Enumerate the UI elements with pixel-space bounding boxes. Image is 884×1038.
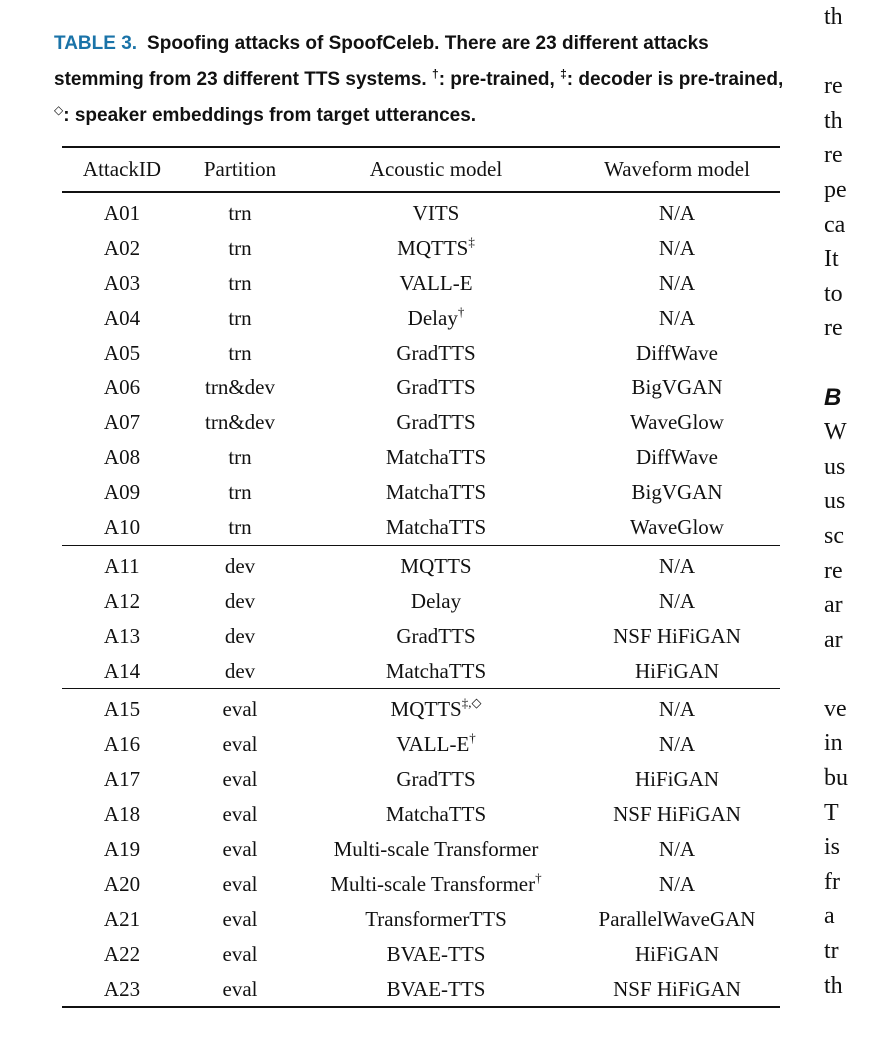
- acoustic-model-cell-text: GradTTS: [396, 375, 476, 400]
- attack-id-cell: [62, 832, 182, 867]
- waveform-model-cell: [574, 727, 780, 762]
- acoustic-model-cell-text: MQTTS: [390, 697, 462, 722]
- partition-cell: [182, 867, 298, 902]
- acoustic-model-cell-text: GradTTS: [396, 410, 476, 435]
- attack-id-cell-text: A10: [103, 514, 141, 539]
- waveform-model-cell: [574, 762, 780, 797]
- partition-cell-text: eval: [222, 732, 258, 757]
- adjacent-text-fragment: tr: [824, 938, 839, 965]
- table-row: [62, 762, 780, 797]
- attack-id-cell: [62, 797, 182, 832]
- acoustic-model-cell: [298, 266, 574, 301]
- acoustic-model-cell: [298, 231, 574, 266]
- partition-cell-text: trn: [228, 340, 252, 365]
- adjacent-text-fragment: B: [824, 383, 842, 411]
- table-row: [62, 867, 780, 902]
- adjacent-text-fragment: It: [824, 246, 839, 273]
- partition-cell: [182, 370, 298, 405]
- partition-cell: [182, 336, 298, 371]
- header-waveform-model: Waveform model: [604, 157, 750, 181]
- adjacent-text-fragment: th: [824, 972, 843, 999]
- partition-cell-text: eval: [222, 697, 258, 722]
- waveform-model-cell: [574, 584, 780, 619]
- waveform-model-cell-text: N/A: [658, 235, 696, 260]
- adjacent-column-text: [824, 0, 884, 1003]
- attack-id-cell: [62, 440, 182, 475]
- acoustic-model-cell-text: BVAE-TTS: [386, 941, 486, 966]
- attack-id-cell: [62, 510, 182, 545]
- attack-id-cell: [62, 192, 182, 231]
- table-row: [62, 370, 780, 405]
- adjacent-text-fragment: fr: [824, 868, 840, 895]
- acoustic-model-cell-text: Delay: [407, 305, 458, 330]
- acoustic-model-cell: [298, 762, 574, 797]
- adjacent-text-fragment: [824, 657, 884, 692]
- waveform-model-cell-text: BigVGAN: [631, 480, 723, 505]
- waveform-model-cell-text: WaveGlow: [630, 514, 724, 539]
- partition-cell: [182, 654, 298, 689]
- footnote-mark: †: [469, 730, 476, 746]
- partition-cell-text: eval: [222, 802, 258, 827]
- acoustic-model-cell: [298, 832, 574, 867]
- acoustic-model-cell: [298, 405, 574, 440]
- acoustic-model-cell-text: VALL-E: [399, 270, 473, 295]
- waveform-model-cell: [574, 266, 780, 301]
- waveform-model-cell-text: N/A: [658, 305, 696, 330]
- waveform-model-cell: [574, 832, 780, 867]
- table-row: [62, 301, 780, 336]
- attack-id-cell-text: A23: [103, 976, 141, 1001]
- waveform-model-cell: [574, 510, 780, 545]
- attack-id-cell-text: A05: [103, 340, 141, 365]
- attack-id-cell: [62, 619, 182, 654]
- attack-id-cell: [62, 475, 182, 510]
- partition-cell-text: eval: [222, 836, 258, 861]
- attacks-table: [62, 146, 780, 1008]
- partition-cell-text: trn: [228, 305, 252, 330]
- attack-id-cell: [62, 972, 182, 1008]
- waveform-model-cell-text: BigVGAN: [631, 375, 723, 400]
- partition-cell-text: trn&dev: [205, 410, 275, 435]
- waveform-model-cell: [574, 654, 780, 689]
- partition-cell-text: eval: [222, 976, 258, 1001]
- attack-id-cell: [62, 336, 182, 371]
- attack-id-cell: [62, 762, 182, 797]
- acoustic-model-cell: [298, 336, 574, 371]
- attack-id-cell-text: A20: [103, 871, 141, 896]
- acoustic-model-cell: [298, 510, 574, 545]
- table-caption: [54, 26, 794, 134]
- adjacent-text-fragment: a: [824, 903, 835, 930]
- table-row: [62, 902, 780, 937]
- partition-cell: [182, 192, 298, 231]
- table-row: [62, 654, 780, 689]
- table-row: [62, 972, 780, 1008]
- footnote-mark: †: [535, 869, 542, 885]
- adjacent-text-fragment: us: [824, 453, 846, 480]
- partition-cell: [182, 405, 298, 440]
- partition-cell: [182, 762, 298, 797]
- table-row: [62, 440, 780, 475]
- waveform-model-cell: [574, 619, 780, 654]
- partition-cell: [182, 619, 298, 654]
- waveform-model-cell-text: NSF HiFiGAN: [613, 802, 741, 827]
- attack-id-cell-text: A01: [103, 200, 141, 225]
- table-row: [62, 689, 780, 727]
- acoustic-model-cell-text: MatchaTTS: [385, 445, 487, 470]
- partition-cell-text: eval: [222, 906, 258, 931]
- acoustic-model-cell: [298, 545, 574, 583]
- acoustic-model-cell-text: MQTTS: [400, 553, 472, 578]
- waveform-model-cell-text: N/A: [658, 200, 696, 225]
- attack-id-cell: [62, 867, 182, 902]
- double-dagger-symbol: ‡: [560, 67, 567, 81]
- partition-cell: [182, 797, 298, 832]
- waveform-model-cell-text: HiFiGAN: [634, 658, 719, 683]
- partition-cell-text: dev: [224, 553, 256, 578]
- acoustic-model-cell-text: MatchaTTS: [385, 514, 487, 539]
- acoustic-model-cell: [298, 440, 574, 475]
- acoustic-model-cell: [298, 689, 574, 727]
- adjacent-text-fragment: T: [824, 799, 839, 826]
- partition-cell: [182, 584, 298, 619]
- adjacent-text-fragment: [824, 35, 884, 70]
- partition-cell: [182, 475, 298, 510]
- acoustic-model-cell-text: Multi-scale Transformer: [330, 871, 536, 896]
- attack-id-cell-text: A11: [104, 553, 140, 578]
- partition-cell: [182, 832, 298, 867]
- partition-cell: [182, 972, 298, 1008]
- waveform-model-cell-text: HiFiGAN: [634, 767, 719, 792]
- header-acoustic-model: Acoustic model: [369, 157, 503, 181]
- adjacent-text-fragment: re: [824, 73, 843, 100]
- adjacent-text-fragment: pe: [824, 176, 847, 203]
- acoustic-model-cell-text: Delay: [410, 588, 462, 613]
- table-row: [62, 475, 780, 510]
- partition-cell-text: trn: [228, 480, 252, 505]
- waveform-model-cell: [574, 475, 780, 510]
- attack-id-cell: [62, 937, 182, 972]
- partition-cell: [182, 266, 298, 301]
- partition-cell-text: trn: [228, 445, 252, 470]
- acoustic-model-cell-text: MatchaTTS: [385, 802, 487, 827]
- attack-id-cell-text: A07: [103, 410, 141, 435]
- dagger-symbol: †: [432, 67, 439, 81]
- table-header-row: [62, 147, 780, 192]
- acoustic-model-cell-text: MatchaTTS: [385, 480, 487, 505]
- partition-cell: [182, 727, 298, 762]
- adjacent-text-fragment: re: [824, 142, 843, 169]
- partition-cell-text: dev: [224, 623, 256, 648]
- attacks-table-container: [62, 146, 780, 1008]
- partition-cell: [182, 440, 298, 475]
- table-row: [62, 797, 780, 832]
- attack-id-cell-text: A16: [103, 732, 141, 757]
- waveform-model-cell-text: N/A: [658, 588, 696, 613]
- table-row: [62, 231, 780, 266]
- waveform-model-cell-text: N/A: [658, 270, 696, 295]
- attack-id-cell-text: A22: [103, 941, 141, 966]
- attack-id-cell: [62, 654, 182, 689]
- acoustic-model-cell: [298, 727, 574, 762]
- caption-text-1: Spoofing attacks of SpoofCeleb. There are 23 different attacks stemming from 23 different TTS systems.: [54, 33, 709, 90]
- acoustic-model-cell: [298, 584, 574, 619]
- waveform-model-cell: [574, 370, 780, 405]
- partition-cell-text: dev: [224, 588, 256, 613]
- header-attack-id: AttackID: [82, 157, 162, 181]
- acoustic-model-cell: [298, 301, 574, 336]
- table-row: [62, 336, 780, 371]
- waveform-model-cell: [574, 902, 780, 937]
- partition-cell-text: trn: [228, 514, 252, 539]
- waveform-model-cell: [574, 336, 780, 371]
- attack-id-cell: [62, 902, 182, 937]
- adjacent-text-fragment: W: [824, 419, 847, 446]
- adjacent-text-fragment: sc: [824, 522, 844, 549]
- attack-id-cell: [62, 405, 182, 440]
- acoustic-model-cell: [298, 867, 574, 902]
- attack-id-cell-text: A19: [103, 836, 141, 861]
- partition-cell-text: trn: [228, 200, 252, 225]
- adjacent-text-fragment: ar: [824, 626, 843, 653]
- table-row: [62, 584, 780, 619]
- acoustic-model-cell: [298, 654, 574, 689]
- waveform-model-cell-text: ParallelWaveGAN: [598, 906, 756, 931]
- waveform-model-cell: [574, 689, 780, 727]
- attack-id-cell: [62, 584, 182, 619]
- acoustic-model-cell-text: MatchaTTS: [385, 658, 487, 683]
- footnote-mark: ‡,◇: [461, 695, 482, 711]
- acoustic-model-cell-text: VALL-E: [396, 732, 470, 757]
- acoustic-model-cell: [298, 619, 574, 654]
- table-row: [62, 619, 780, 654]
- table-row: [62, 192, 780, 231]
- waveform-model-cell: [574, 545, 780, 583]
- attack-id-cell-text: A18: [103, 802, 141, 827]
- table-group-1: [62, 192, 780, 545]
- adjacent-text-fragment: to: [824, 280, 843, 307]
- adjacent-text-fragment: re: [824, 557, 843, 584]
- waveform-model-cell-text: DiffWave: [636, 340, 718, 365]
- table-row: [62, 266, 780, 301]
- table-row: [62, 727, 780, 762]
- attack-id-cell-text: A03: [103, 270, 141, 295]
- partition-cell: [182, 231, 298, 266]
- attack-id-cell-text: A13: [103, 623, 141, 648]
- table-label: TABLE 3.: [54, 33, 138, 54]
- partition-cell-text: eval: [222, 767, 258, 792]
- waveform-model-cell: [574, 937, 780, 972]
- waveform-model-cell-text: N/A: [658, 732, 696, 757]
- attack-id-cell: [62, 370, 182, 405]
- table-group-3: [62, 689, 780, 1008]
- caption-text-4: : speaker embeddings from target utterances.: [63, 105, 477, 126]
- waveform-model-cell: [574, 440, 780, 475]
- attack-id-cell: [62, 689, 182, 727]
- partition-cell: [182, 689, 298, 727]
- acoustic-model-cell-text: GradTTS: [396, 623, 476, 648]
- attack-id-cell-text: A04: [103, 305, 141, 330]
- header-partition: Partition: [203, 157, 277, 181]
- waveform-model-cell: [574, 972, 780, 1008]
- partition-cell-text: trn: [228, 270, 252, 295]
- table-row: [62, 832, 780, 867]
- waveform-model-cell: [574, 192, 780, 231]
- table-row: [62, 405, 780, 440]
- adjacent-text-fragment: bu: [824, 765, 848, 792]
- attack-id-cell-text: A08: [103, 445, 141, 470]
- waveform-model-cell: [574, 797, 780, 832]
- waveform-model-cell: [574, 867, 780, 902]
- table-row: [62, 545, 780, 583]
- waveform-model-cell: [574, 231, 780, 266]
- attack-id-cell: [62, 545, 182, 583]
- acoustic-model-cell: [298, 972, 574, 1008]
- adjacent-text-fragment: re: [824, 315, 843, 342]
- waveform-model-cell-text: N/A: [658, 836, 696, 861]
- waveform-model-cell-text: DiffWave: [636, 445, 718, 470]
- caption-text-2: : pre-trained,: [438, 69, 561, 90]
- attack-id-cell-text: A17: [103, 767, 141, 792]
- acoustic-model-cell-text: TransformerTTS: [365, 906, 507, 931]
- adjacent-text-fragment: ar: [824, 592, 843, 619]
- acoustic-model-cell: [298, 797, 574, 832]
- adjacent-text-fragment: [824, 346, 884, 381]
- partition-cell: [182, 902, 298, 937]
- waveform-model-cell-text: NSF HiFiGAN: [613, 623, 741, 648]
- acoustic-model-cell: [298, 192, 574, 231]
- adjacent-text-fragment: is: [824, 834, 841, 861]
- adjacent-text-fragment: th: [824, 4, 843, 30]
- attack-id-cell-text: A02: [103, 235, 141, 260]
- adjacent-text-fragment: th: [824, 107, 843, 134]
- acoustic-model-cell-text: Multi-scale Transformer: [333, 836, 539, 861]
- partition-cell: [182, 510, 298, 545]
- waveform-model-cell: [574, 301, 780, 336]
- diamond-symbol: ◇: [54, 103, 64, 117]
- attack-id-cell-text: A14: [103, 658, 141, 683]
- partition-cell-text: trn: [228, 235, 252, 260]
- attack-id-cell-text: A15: [103, 697, 141, 722]
- partition-cell-text: dev: [224, 658, 256, 683]
- partition-cell-text: eval: [222, 941, 258, 966]
- partition-cell-text: trn&dev: [205, 375, 275, 400]
- attack-id-cell: [62, 231, 182, 266]
- adjacent-text-fragment: in: [824, 730, 843, 757]
- acoustic-model-cell-text: MQTTS: [397, 235, 469, 260]
- attack-id-cell: [62, 727, 182, 762]
- acoustic-model-cell: [298, 902, 574, 937]
- attack-id-cell: [62, 266, 182, 301]
- attack-id-cell-text: A06: [103, 375, 141, 400]
- footnote-mark: ‡: [468, 233, 475, 249]
- waveform-model-cell-text: N/A: [658, 697, 696, 722]
- table-row: [62, 510, 780, 545]
- attack-id-cell-text: A12: [103, 588, 141, 613]
- adjacent-text-fragment: ve: [824, 695, 847, 722]
- footnote-mark: †: [457, 303, 465, 319]
- acoustic-model-cell: [298, 370, 574, 405]
- waveform-model-cell-text: N/A: [658, 871, 696, 896]
- table-row: [62, 937, 780, 972]
- waveform-model-cell-text: N/A: [658, 553, 696, 578]
- attack-id-cell-text: A21: [103, 906, 141, 931]
- partition-cell: [182, 301, 298, 336]
- acoustic-model-cell-text: VITS: [412, 200, 460, 225]
- adjacent-text-fragment: us: [824, 488, 846, 515]
- waveform-model-cell: [574, 405, 780, 440]
- partition-cell: [182, 937, 298, 972]
- table-group-2: [62, 545, 780, 689]
- acoustic-model-cell-text: GradTTS: [396, 340, 476, 365]
- waveform-model-cell-text: WaveGlow: [630, 410, 724, 435]
- acoustic-model-cell: [298, 475, 574, 510]
- partition-cell: [182, 545, 298, 583]
- waveform-model-cell-text: NSF HiFiGAN: [613, 976, 741, 1001]
- partition-cell-text: eval: [222, 871, 258, 896]
- acoustic-model-cell-text: GradTTS: [396, 767, 476, 792]
- acoustic-model-cell-text: BVAE-TTS: [386, 976, 486, 1001]
- acoustic-model-cell: [298, 937, 574, 972]
- caption-text-3: : decoder is pre-trained,: [566, 69, 784, 90]
- attack-id-cell-text: A09: [103, 480, 141, 505]
- attack-id-cell: [62, 301, 182, 336]
- adjacent-text-fragment: ca: [824, 211, 846, 238]
- waveform-model-cell-text: HiFiGAN: [634, 941, 719, 966]
